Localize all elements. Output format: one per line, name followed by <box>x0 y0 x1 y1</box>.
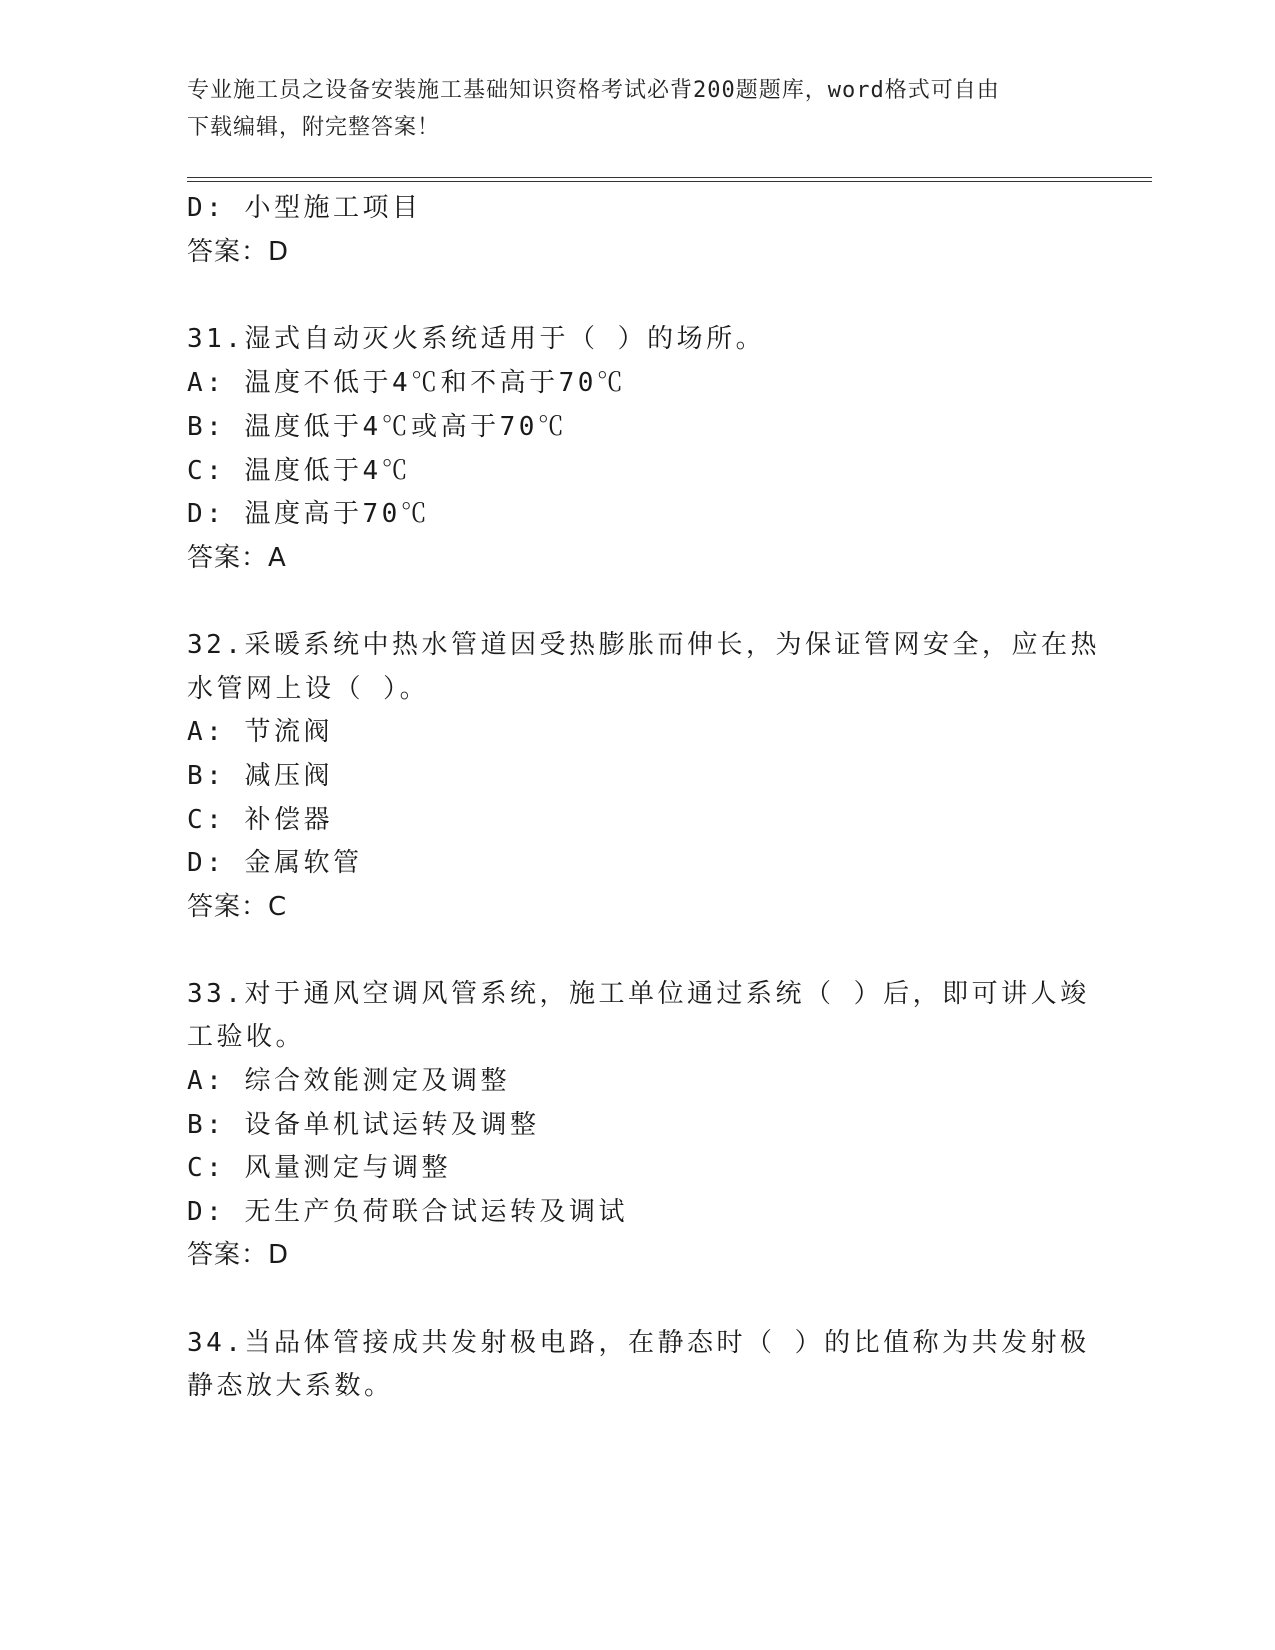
q32-option-a: A: 节流阀 <box>187 717 333 747</box>
q33-option-a: A: 综合效能测定及调整 <box>187 1066 510 1096</box>
q32-stem-line-1: 32.采暖系统中热水管道因受热膨胀而伸长，为保证管网安全，应在热 <box>187 630 1100 660</box>
q33-stem-line-2: 工验收。 <box>187 1022 306 1052</box>
q33-option-d: D: 无生产负荷联合试运转及调试 <box>187 1197 628 1227</box>
q33-answer: 答案：D <box>187 1240 290 1270</box>
q30-option-d: D: 小型施工项目 <box>187 193 422 223</box>
header-rule-top <box>187 177 1152 178</box>
header-rule-bottom <box>187 181 1152 182</box>
q32-stem-line-2: 水管网上设（ ）。 <box>187 674 430 704</box>
q31-option-c: C: 温度低于4℃ <box>187 456 412 486</box>
q32-option-d: D: 金属软管 <box>187 848 363 878</box>
document-header <box>187 72 1067 146</box>
q30-answer: 答案：D <box>187 237 290 267</box>
q33-option-c: C: 风量测定与调整 <box>187 1153 451 1183</box>
header-line-1: 专业施工员之设备安装施工基础知识资格考试必背200题题库，word格式可自由 <box>187 78 1000 103</box>
header-line-2: 下载编辑，附完整答案！ <box>187 115 441 140</box>
q31-answer: 答案：A <box>187 543 287 573</box>
q31-option-a: A: 温度不低于4℃和不高于70℃ <box>187 368 627 398</box>
q34-stem-line-2: 静态放大系数。 <box>187 1371 394 1401</box>
q32-option-c: C: 补偿器 <box>187 805 333 835</box>
q32-answer: 答案：C <box>187 892 288 922</box>
q31-option-d: D: 温度高于70℃ <box>187 499 431 529</box>
q31-option-b: B: 温度低于4℃或高于70℃ <box>187 412 568 442</box>
q33-stem-line-1: 33.对于通风空调风管系统，施工单位通过系统（ ）后，即可讲人竣 <box>187 979 1090 1009</box>
q31-stem: 31.湿式自动灭火系统适用于（ ）的场所。 <box>187 324 766 354</box>
q32-option-b: B: 减压阀 <box>187 761 333 791</box>
q33-option-b: B: 设备单机试运转及调整 <box>187 1110 540 1140</box>
q34-stem-line-1: 34.当品体管接成共发射极电路，在静态时（ ）的比值称为共发射极 <box>187 1328 1090 1358</box>
